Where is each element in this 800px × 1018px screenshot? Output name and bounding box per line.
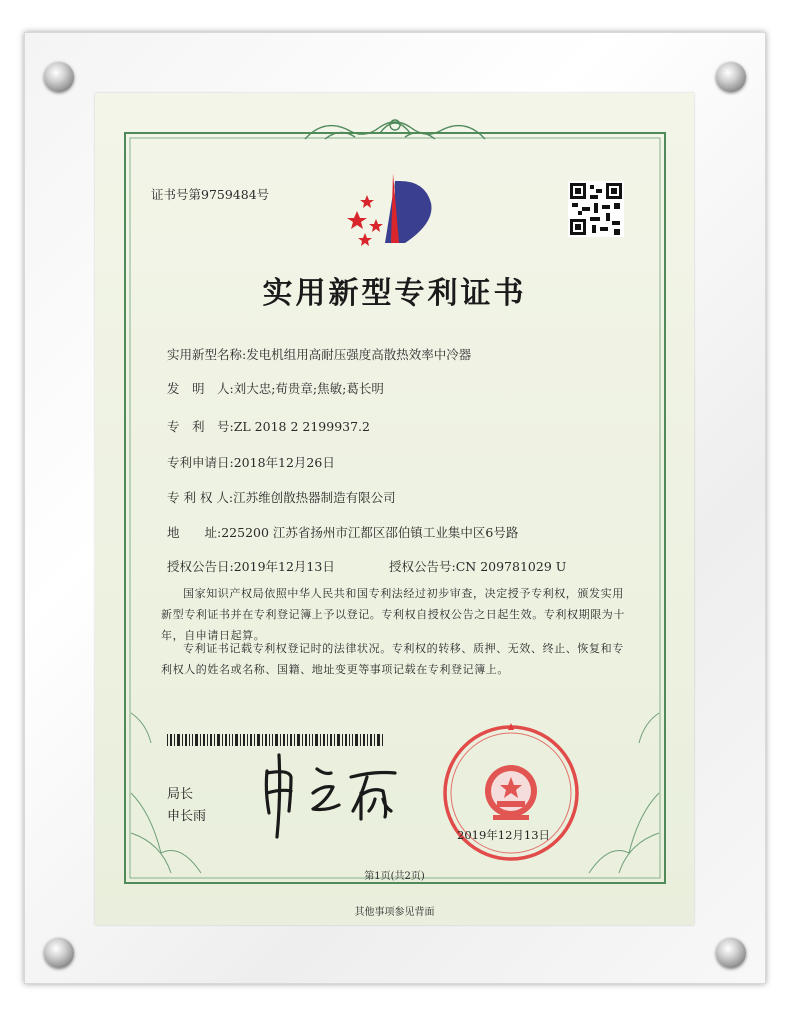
legal-status-statement: 专利证书记载专利权登记时的法律状况。专利权的转移、质押、无效、终止、恢复和专利权人的姓名或名称、国籍、地址变更等事项记载在专利登记簿上。 [161,642,624,676]
field-label: 实用新型名称: [167,347,247,362]
grant-number-label: 授权公告号: [389,559,456,574]
screw-icon [44,62,74,92]
grant-date-row [167,557,335,575]
director-title: 局长 [167,787,194,802]
certificate-title: 实用新型专利证书 [262,276,527,311]
screw-icon [44,938,74,968]
field-row [167,453,335,471]
grant-number-value: CN 209781029 U [455,559,567,574]
field-row [167,523,518,541]
field-row [167,379,384,397]
field-label: 专 利 号: [167,419,234,434]
field-value: 225200 江苏省扬州市江都区邵伯镇工业集中区6号路 [221,525,519,540]
field-row [167,488,396,506]
grant-statement: 国家知识产权局依照中华人民共和国专利法经过初步审查，决定授予专利权，颁发实用新型专利证书并在专利登记簿上予以登记。专利权自授权公告之日起生效。专利权期限为十年，自申请日起算。 [161,587,625,642]
certificate-paper [95,93,694,925]
field-value: 2018年12月26日 [233,455,335,470]
field-label: 专 利 权 人: [167,490,234,505]
grant-number-row [389,557,566,575]
screw-icon [716,938,746,968]
field-value: 江苏维创散热器制造有限公司 [233,490,396,505]
seal-date: 2019年12月13日 [457,828,551,842]
screw-icon [716,62,746,92]
certificate-number: 证书号第9759484号 [151,187,270,202]
director-name: 申长雨 [167,809,207,824]
field-value: ZL 2018 2 2199937.2 [233,419,370,434]
grant-date-label: 授权公告日: [167,559,234,574]
field-label: 发 明 人: [167,381,234,396]
field-value: 发电机组用高耐压强度高散热效率中冷器 [246,347,472,362]
page-info: 第1页(共2页) [364,871,425,882]
field-row [167,345,471,363]
qr-code-icon [568,181,624,237]
field-row [167,417,370,435]
grant-date-value: 2019年12月13日 [233,559,335,574]
field-label: 地 址: [167,525,222,540]
field-value: 刘大忠;荀贵章;焦敏;葛长明 [233,381,384,396]
field-label: 专利申请日: [167,455,234,470]
footer-note: 其他事项参见背面 [354,907,435,918]
